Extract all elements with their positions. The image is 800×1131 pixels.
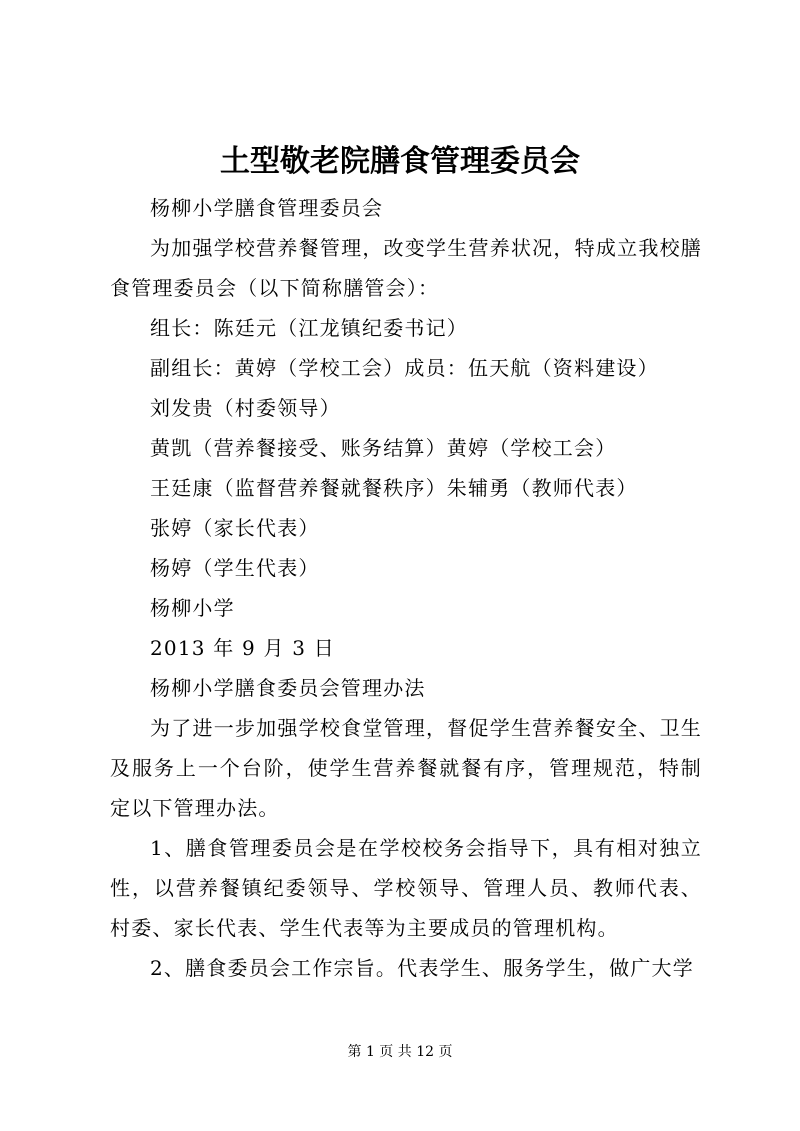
- paragraph: 张婷（家长代表）: [150, 516, 320, 540]
- paragraph: 副组长：黄婷（学校工会）成员：伍天航（资料建设）: [150, 356, 659, 380]
- paragraph: 为加强学校营养餐管理，改变学生营养状况，特成立我校膳食管理委员会（以下简称膳管会）：: [110, 236, 702, 300]
- paragraph: 杨柳小学: [150, 596, 235, 620]
- page-footer: 第 1 页 共 12 页: [347, 1044, 453, 1060]
- paragraph: 1、膳食管理委员会是在学校校务会指导下，具有相对独立性，以营养餐镇纪委领导、学校领导、管理人员、教师代表、村委、家长代表、学生代表等为主要成员的管理机构。: [110, 836, 702, 940]
- paragraph: 黄凯（营养餐接受、账务结算）黄婷（学校工会）: [150, 436, 617, 460]
- paragraph: 杨婷（学生代表）: [150, 556, 320, 580]
- document-title: 土型敬老院膳食管理委员会: [220, 144, 580, 179]
- paragraph: 杨柳小学膳食管理委员会: [150, 196, 384, 220]
- paragraph: 2013 年 9 月 3 日: [150, 636, 335, 660]
- paragraph: 为了进一步加强学校食堂管理，督促学生营养餐安全、卫生及服务上一个台阶，使学生营养餐就餐有序，管理规范，特制定以下管理办法。: [110, 716, 702, 820]
- paragraph: 刘发贵（村委领导）: [150, 396, 341, 420]
- document-body: [110, 188, 702, 988]
- paragraph: 王廷康（监督营养餐就餐秩序）朱辅勇（教师代表）: [150, 476, 638, 500]
- paragraph: 2、膳食委员会工作宗旨。代表学生、服务学生，做广大学: [150, 956, 694, 980]
- paragraph: 杨柳小学膳食委员会管理办法: [150, 676, 426, 700]
- paragraph: 组长：陈廷元（江龙镇纪委书记）: [150, 316, 468, 340]
